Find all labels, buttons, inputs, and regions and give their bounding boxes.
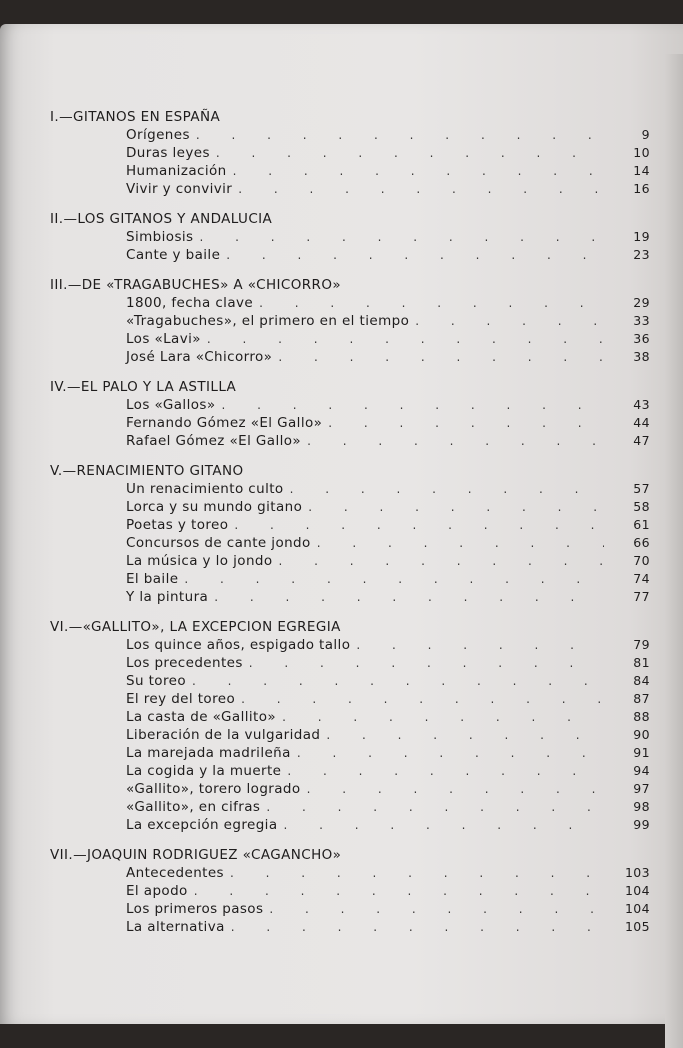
dot-leader — [307, 432, 604, 450]
dot-leader — [269, 900, 604, 918]
entry-page-number: 47 — [633, 433, 650, 448]
entry-title: Simbiosis — [126, 229, 194, 245]
toc-chapter — [50, 618, 650, 834]
dot-leader — [238, 180, 604, 198]
toc-entry — [50, 570, 650, 588]
dot-leader — [184, 570, 604, 588]
entry-title: La alternativa — [126, 919, 225, 935]
entry-page-number: 14 — [633, 163, 650, 178]
entry-title: Vivir y convivir — [126, 181, 233, 197]
entry-title: El rey del toreo — [126, 691, 236, 707]
entry-title: Humanización — [126, 163, 227, 179]
entry-title: Cante y baile — [126, 247, 221, 263]
entry-page-number: 79 — [633, 637, 650, 652]
toc-entry — [50, 690, 650, 708]
entry-title: Fernando Gómez «El Gallo» — [126, 415, 323, 431]
entry-page-number: 104 — [624, 883, 650, 898]
entry-page-number: 10 — [633, 145, 650, 160]
dot-leader — [266, 798, 604, 816]
entry-title: José Lara «Chicorro» — [126, 349, 273, 365]
entry-page-number: 84 — [633, 673, 650, 688]
toc-chapter — [50, 846, 650, 936]
dot-leader — [249, 654, 604, 672]
dot-leader — [356, 636, 604, 654]
entry-title: Un renacimiento culto — [126, 481, 284, 497]
entry-page-number: 19 — [633, 229, 650, 244]
entry-page-number: 77 — [633, 589, 650, 604]
entry-title: Rafael Gómez «El Gallo» — [126, 433, 302, 449]
entry-page-number: 87 — [633, 691, 650, 706]
entry-page-number: 94 — [633, 763, 650, 778]
entry-page-number: 88 — [633, 709, 650, 724]
dot-leader — [415, 312, 604, 330]
entry-page-number: 29 — [633, 295, 650, 310]
chapter-title: III.—DE «TRAGABUCHES» A «CHICORRO» — [50, 277, 342, 293]
entry-page-number: 61 — [633, 517, 650, 532]
toc-entry — [50, 918, 650, 936]
dot-leader — [328, 414, 604, 432]
toc-entry — [50, 228, 650, 246]
entry-title: Los quince años, espigado tallo — [126, 637, 351, 653]
dot-leader — [226, 246, 604, 264]
entry-page-number: 104 — [624, 901, 650, 916]
toc-entry — [50, 762, 650, 780]
entry-title: Liberación de la vulgaridad — [126, 727, 321, 743]
entry-title: Los precedentes — [126, 655, 243, 671]
dot-leader — [278, 348, 604, 366]
toc-entry — [50, 246, 650, 264]
toc-entry — [50, 330, 650, 348]
toc-chapter — [50, 108, 650, 198]
entry-page-number: 74 — [633, 571, 650, 586]
entry-page-number: 105 — [624, 919, 650, 934]
toc-entry — [50, 294, 650, 312]
entry-title: Concursos de cante jondo — [126, 535, 311, 551]
entry-page-number: 44 — [633, 415, 650, 430]
entry-title: «Tragabuches», el primero en el tiempo — [126, 313, 410, 329]
entry-title: La música y lo jondo — [126, 553, 273, 569]
dot-leader — [199, 228, 604, 246]
dot-leader — [231, 918, 604, 936]
dot-leader — [192, 672, 604, 690]
toc-entry — [50, 726, 650, 744]
entry-title: El baile — [126, 571, 179, 587]
toc-entry — [50, 900, 650, 918]
toc-entry — [50, 432, 650, 450]
toc-entry — [50, 744, 650, 762]
dot-leader — [234, 516, 604, 534]
entry-title: «Gallito», en cifras — [126, 799, 261, 815]
toc-entry — [50, 126, 650, 144]
dot-leader — [326, 726, 604, 744]
entry-page-number: 70 — [633, 553, 650, 568]
chapter-title: II.—LOS GITANOS Y ANDALUCIA — [50, 211, 273, 227]
entry-page-number: 66 — [633, 535, 650, 550]
dot-leader — [282, 708, 604, 726]
dot-leader — [279, 552, 604, 570]
entry-title: Antecedentes — [126, 865, 224, 881]
table-of-contents — [50, 108, 650, 948]
dot-leader — [194, 882, 604, 900]
dot-leader — [290, 480, 604, 498]
entry-page-number: 16 — [633, 181, 650, 196]
entry-title: Poetas y toreo — [126, 517, 229, 533]
entry-title: Orígenes — [126, 127, 190, 143]
entry-page-number: 9 — [641, 127, 650, 142]
book-page — [0, 24, 683, 1024]
toc-entry — [50, 654, 650, 672]
entry-page-number: 98 — [633, 799, 650, 814]
entry-page-number: 90 — [633, 727, 650, 742]
toc-chapter — [50, 462, 650, 606]
toc-entry — [50, 180, 650, 198]
dot-leader — [207, 330, 604, 348]
toc-entry — [50, 882, 650, 900]
toc-entry — [50, 312, 650, 330]
entry-page-number: 23 — [633, 247, 650, 262]
toc-entry — [50, 588, 650, 606]
entry-title: La cogida y la muerte — [126, 763, 282, 779]
entry-title: Duras leyes — [126, 145, 210, 161]
dot-leader — [284, 816, 604, 834]
chapter-title: V.—RENACIMIENTO GITANO — [50, 463, 244, 479]
entry-page-number: 36 — [633, 331, 650, 346]
toc-entry — [50, 498, 650, 516]
entry-page-number: 33 — [633, 313, 650, 328]
dot-leader — [259, 294, 604, 312]
toc-entry — [50, 552, 650, 570]
entry-title: La excepción egregia — [126, 817, 278, 833]
entry-title: El apodo — [126, 883, 188, 899]
chapter-title: VI.—«GALLITO», LA EXCEPCION EGREGIA — [50, 619, 341, 635]
entry-page-number: 103 — [624, 865, 650, 880]
toc-entry — [50, 636, 650, 654]
toc-entry — [50, 144, 650, 162]
entry-page-number: 38 — [633, 349, 650, 364]
dot-leader — [287, 762, 604, 780]
entry-page-number: 99 — [633, 817, 650, 832]
toc-entry — [50, 348, 650, 366]
entry-title: «Gallito», torero logrado — [126, 781, 301, 797]
chapter-title: IV.—EL PALO Y LA ASTILLA — [50, 379, 237, 395]
dot-leader — [214, 588, 604, 606]
entry-title: La marejada madrileña — [126, 745, 291, 761]
chapter-title: I.—GITANOS EN ESPAÑA — [50, 109, 221, 125]
toc-entry — [50, 534, 650, 552]
dot-leader — [196, 126, 604, 144]
toc-entry — [50, 480, 650, 498]
toc-entry — [50, 396, 650, 414]
toc-entry — [50, 672, 650, 690]
page-edge — [665, 54, 683, 1048]
entry-page-number: 57 — [633, 481, 650, 496]
entry-page-number: 43 — [633, 397, 650, 412]
entry-title: La casta de «Gallito» — [126, 709, 277, 725]
toc-chapter — [50, 378, 650, 450]
entry-title: Lorca y su mundo gitano — [126, 499, 303, 515]
dot-leader — [317, 534, 604, 552]
dot-leader — [230, 864, 604, 882]
entry-page-number: 58 — [633, 499, 650, 514]
entry-title: Los «Gallos» — [126, 397, 216, 413]
dot-leader — [221, 396, 604, 414]
toc-chapter — [50, 210, 650, 264]
entry-page-number: 97 — [633, 781, 650, 796]
dot-leader — [297, 744, 604, 762]
toc-entry — [50, 816, 650, 834]
toc-entry — [50, 162, 650, 180]
dot-leader — [308, 498, 604, 516]
entry-page-number: 81 — [633, 655, 650, 670]
toc-entry — [50, 516, 650, 534]
dot-leader — [216, 144, 604, 162]
entry-title: Los primeros pasos — [126, 901, 264, 917]
entry-title: Su toreo — [126, 673, 186, 689]
chapter-title: VII.—JOAQUIN RODRIGUEZ «CAGANCHO» — [50, 847, 342, 863]
dot-leader — [307, 780, 604, 798]
dot-leader — [241, 690, 604, 708]
toc-entry — [50, 864, 650, 882]
entry-title: Y la pintura — [126, 589, 209, 605]
toc-entry — [50, 798, 650, 816]
toc-chapter — [50, 276, 650, 366]
dot-leader — [233, 162, 604, 180]
toc-entry — [50, 414, 650, 432]
entry-page-number: 91 — [633, 745, 650, 760]
toc-entry — [50, 780, 650, 798]
toc-entry — [50, 708, 650, 726]
entry-title: 1800, fecha clave — [126, 295, 254, 311]
entry-title: Los «Lavi» — [126, 331, 201, 347]
